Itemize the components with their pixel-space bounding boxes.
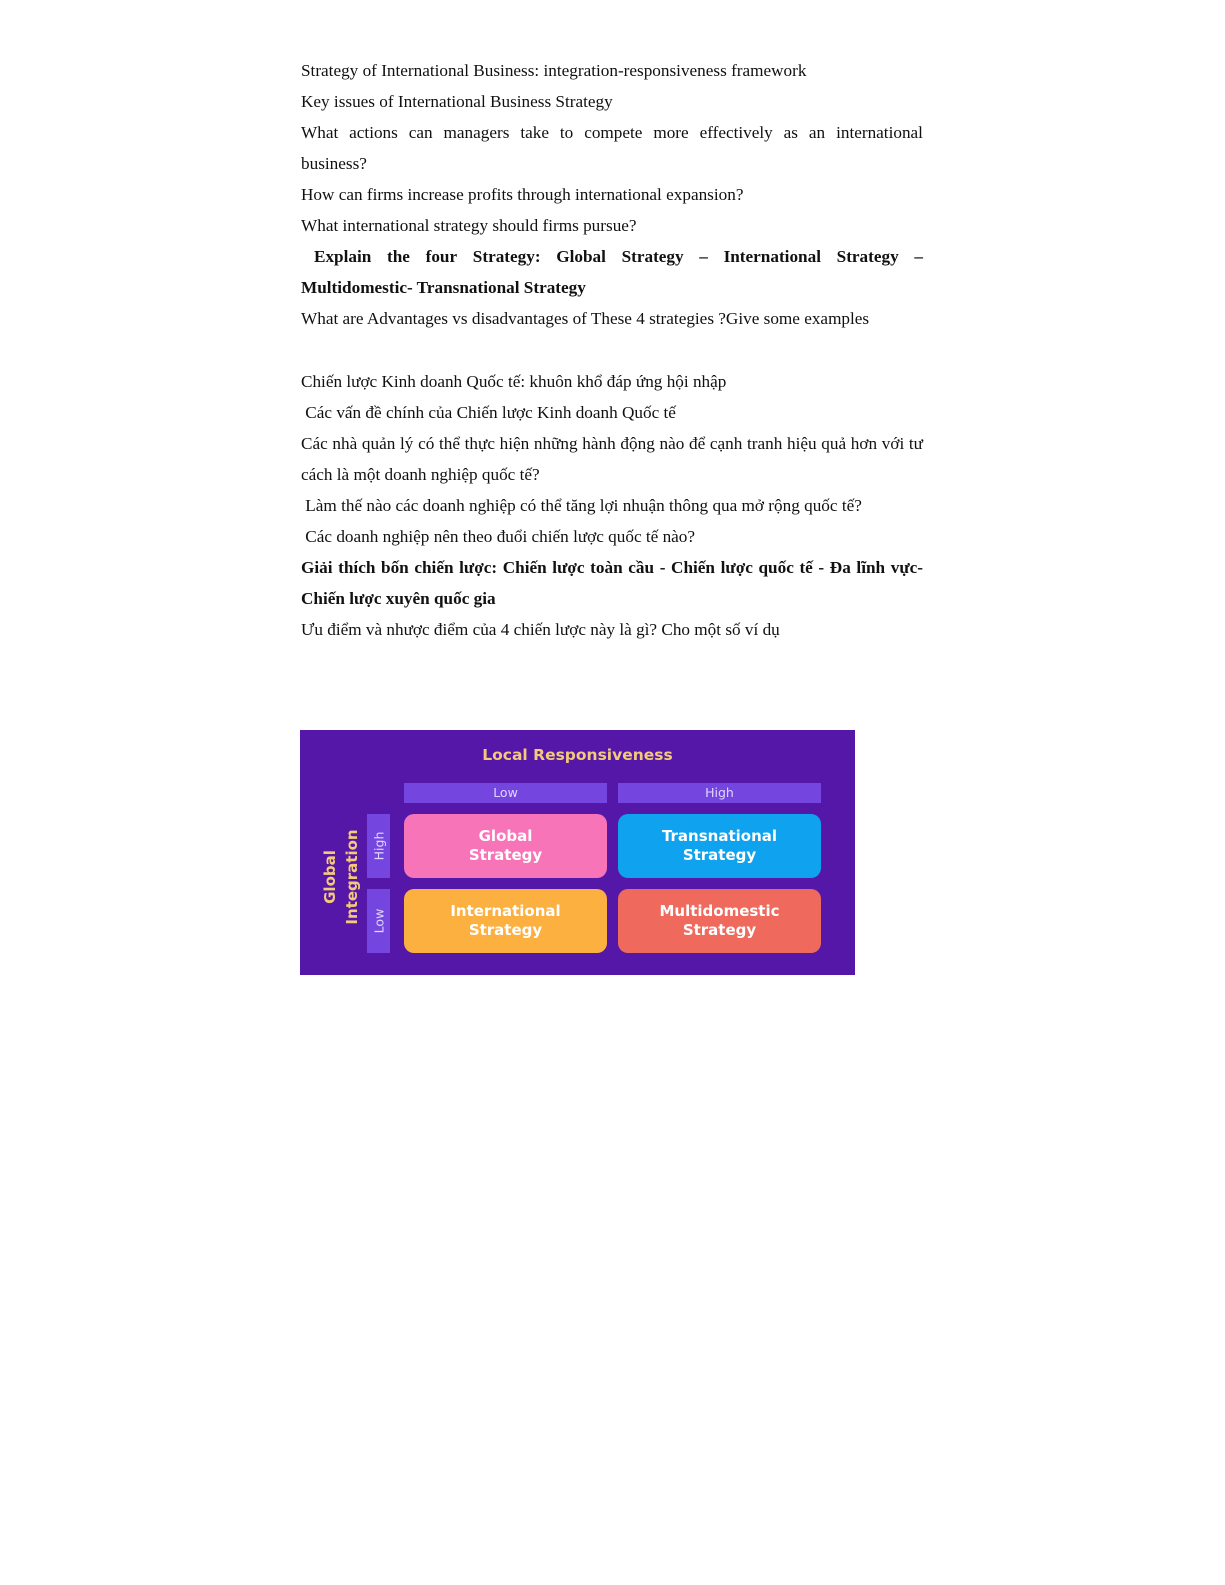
row-header-low (367, 889, 390, 953)
word: more (653, 123, 689, 142)
vi-question-explain: Giải thích bốn chiến lược: Chiến lược toàn cầu - Chiến lược quốc tế - Đa lĩnh vực- Chiến lược xuyên quốc gia (301, 558, 923, 608)
word: International (723, 247, 821, 266)
y-axis-title: Global Integration (321, 829, 361, 925)
word: as (783, 123, 798, 142)
cell-label: International Strategy (450, 902, 561, 939)
vi-question-profits: Làm thế nào các doanh nghiệp có thể tăng lợi nhuận thông qua mở rộng quốc tế? (301, 496, 862, 515)
vi-heading-framework: Chiến lược Kinh doanh Quốc tế: khuôn khổ đáp ứng hội nhập (301, 372, 727, 391)
cell-label: Global Strategy (468, 827, 543, 864)
word: international (836, 123, 923, 142)
vietnamese-section (301, 366, 923, 645)
word: What (301, 123, 339, 142)
vi-question-advantages: Ưu điểm và nhược điểm của 4 chiến lược này là gì? Cho một số ví dụ (301, 620, 780, 639)
question-strategy: What international strategy should firms pursue? (301, 216, 637, 235)
word: can (408, 123, 433, 142)
column-header-high: High (618, 783, 821, 803)
heading-framework: Strategy of International Business: integration-responsiveness framework (301, 61, 807, 80)
cell-transnational-strategy (618, 814, 821, 878)
vi-question-actions: Các nhà quản lý có thể thực hiện những hành động nào để cạnh tranh hiệu quả hơn với tư cách là một doanh nghiệp quốc tế? (301, 434, 923, 484)
integration-responsiveness-matrix (300, 730, 855, 975)
word: Explain (314, 247, 372, 266)
word: Strategy (836, 247, 899, 266)
question-actions-line2: business? (301, 154, 367, 173)
row-header-high (367, 814, 390, 878)
row-header-low-label: Low (371, 908, 386, 934)
word: managers (443, 123, 510, 142)
word: Global (556, 247, 606, 266)
word: Strategy: (472, 247, 541, 266)
word: four (425, 247, 458, 266)
x-axis-title: Local Responsiveness (482, 746, 673, 764)
question-explain-line1 (301, 241, 923, 272)
cell-multidomestic-strategy (618, 889, 821, 953)
word: – (914, 247, 923, 266)
word: – (699, 247, 708, 266)
word: an (808, 123, 826, 142)
word: compete (584, 123, 643, 142)
word: actions (349, 123, 398, 142)
vi-heading-key-issues: Các vấn đề chính của Chiến lược Kinh doanh Quốc tế (301, 403, 676, 422)
english-section (301, 55, 923, 334)
word: to (559, 123, 574, 142)
word: the (387, 247, 410, 266)
question-advantages: What are Advantages vs disadvantages of These 4 strategies ?Give some examples (301, 309, 870, 328)
cell-label: Transnational Strategy (661, 827, 778, 864)
vi-question-strategy: Các doanh nghiệp nên theo đuổi chiến lược quốc tế nào? (301, 527, 696, 546)
question-explain-line2: Multidomestic- Transnational Strategy (301, 278, 586, 297)
column-header-low: Low (404, 783, 607, 803)
heading-key-issues: Key issues of International Business Strategy (301, 92, 613, 111)
word: take (520, 123, 549, 142)
question-actions-line1 (301, 117, 923, 148)
word: effectively (699, 123, 773, 142)
question-profits: How can firms increase profits through international expansion? (301, 185, 744, 204)
row-header-high-label: High (371, 831, 386, 861)
word: Strategy (621, 247, 684, 266)
cell-international-strategy (404, 889, 607, 953)
cell-label: Multidomestic Strategy (659, 902, 780, 939)
cell-global-strategy (404, 814, 607, 878)
